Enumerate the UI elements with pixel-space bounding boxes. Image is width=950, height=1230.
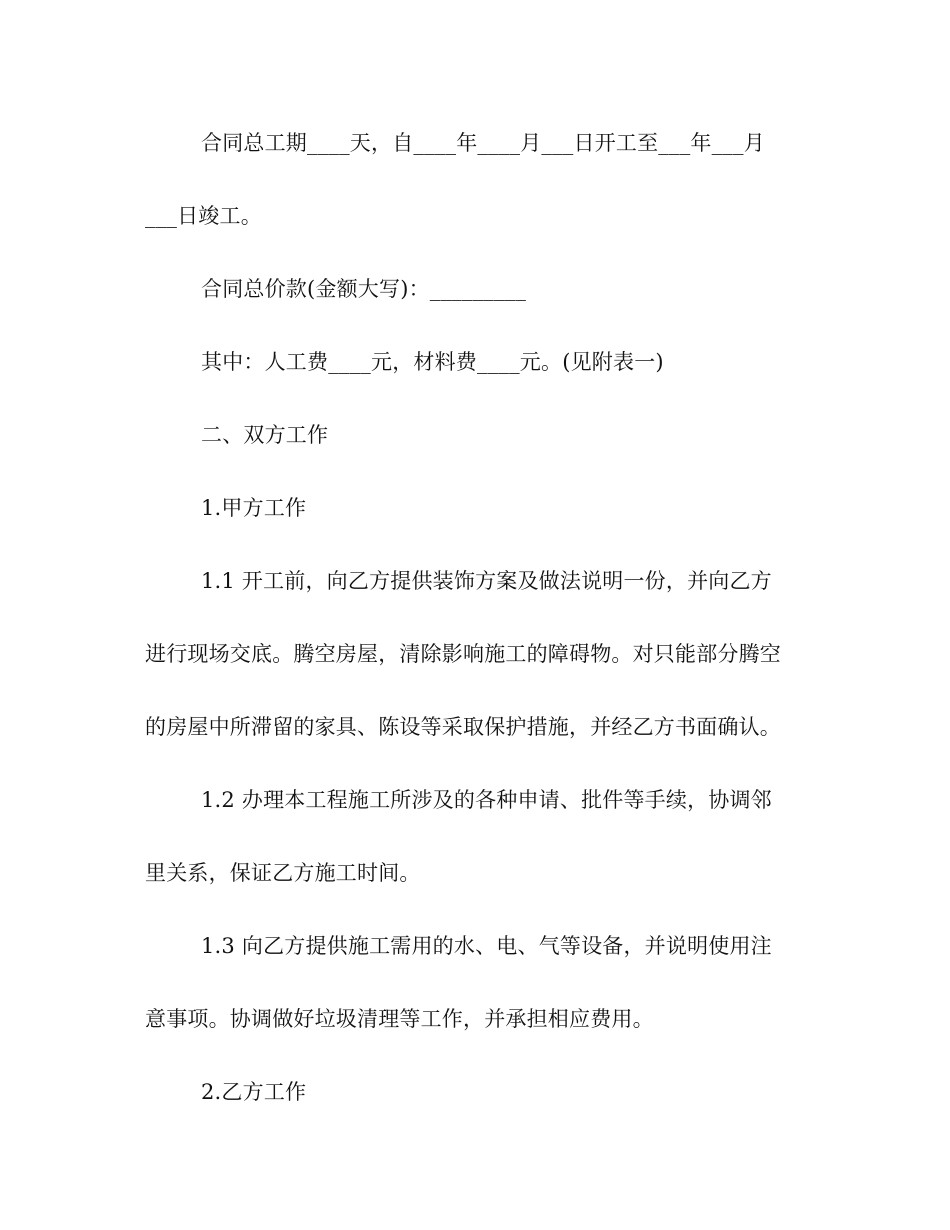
clause-1-1-line-1: 1.1 开工前，向乙方提供装饰方案及做法说明一份，并向乙方 — [201, 569, 772, 593]
clause-1-3-line-2: 意事项。协调做好垃圾清理等工作，并承担相应费用。 — [145, 1007, 654, 1031]
section-heading-party-duties: 二、双方工作 — [201, 423, 329, 447]
subsection-heading-party-a: 1.甲方工作 — [201, 496, 307, 520]
paragraph-line-total-price: 合同总价款(金额大写)：_________ — [201, 277, 527, 301]
clause-1-2-line-1: 1.2 办理本工程施工所涉及的各种申请、批件等手续，协调邻 — [201, 788, 772, 812]
subsection-heading-party-b: 2.乙方工作 — [201, 1080, 307, 1104]
paragraph-line-cost-breakdown: 其中：人工费____元，材料费____元。(见附表一) — [201, 350, 664, 374]
clause-1-3-line-1: 1.3 向乙方提供施工需用的水、电、气等设备，并说明使用注 — [201, 934, 772, 958]
clause-1-1-line-3: 的房屋中所滞留的家具、陈设等采取保护措施，并经乙方书面确认。 — [145, 715, 781, 739]
clause-1-1-line-2: 进行现场交底。腾空房屋，清除影响施工的障碍物。对只能部分腾空 — [145, 642, 781, 666]
paragraph-line-completion: ___日竣工。 — [145, 204, 262, 228]
paragraph-line-duration: 合同总工期____天，自____年____月___日开工至___年___月 — [201, 131, 765, 155]
clause-1-2-line-2: 里关系，保证乙方施工时间。 — [145, 861, 421, 885]
